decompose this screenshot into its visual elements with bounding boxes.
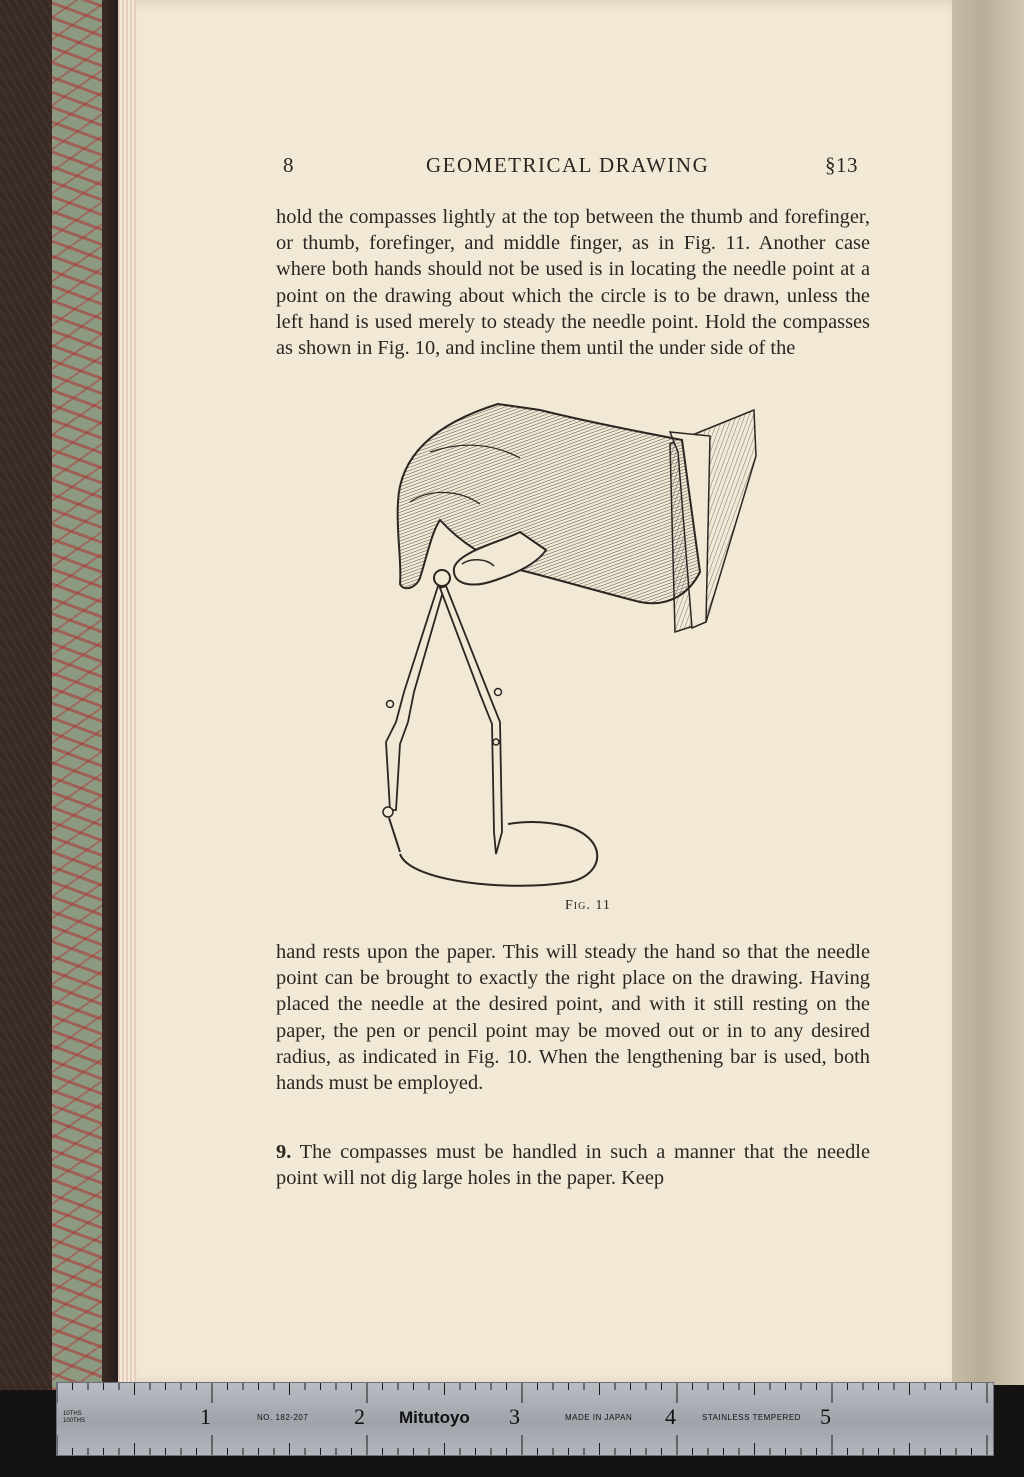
page-number: 8: [283, 153, 294, 177]
ruler-made-in: MADE IN JAPAN: [565, 1413, 633, 1422]
section-number: 9.: [276, 1141, 292, 1163]
facing-page-edge: [952, 0, 1024, 1385]
measuring-ruler: [56, 1382, 994, 1456]
figure-caption: Fig. 11: [565, 898, 611, 913]
hand-holding-compasses-illustration: [370, 392, 770, 902]
ruler-number-1: 1: [200, 1404, 211, 1429]
section-marker: §13: [825, 153, 858, 177]
ruler-number-5: 5: [820, 1404, 831, 1429]
ruler-brand-logo: Mitutoyo: [399, 1408, 470, 1427]
ruler-model: NO. 182-207: [257, 1413, 309, 1422]
ruler-scale-top: 10THS: [63, 1411, 82, 1417]
ruler-scale-bottom: 100THS: [63, 1418, 86, 1424]
paragraph-3-text: The compasses must be handled in such a manner that the needle point will not dig large holes in the paper. Keep: [276, 1141, 871, 1190]
book-binding: [0, 0, 130, 1390]
paragraph-2: hand rests upon the paper. This will steady the hand so that the needle point can be brought to exactly the right place on the drawing. Having placed the needle at the desired point, and with it still resting on the paper, the pen or pencil point may be moved out or in to any desired radius, as indicated in Fig. 10. When the lengthening bar is used, both hands must be employed.: [276, 941, 870, 1095]
ruler-number-3: 3: [509, 1404, 520, 1429]
ruler-material: STAINLESS TEMPERED: [702, 1413, 801, 1422]
paragraph-3: [276, 1139, 870, 1191]
binding-leather: [0, 0, 52, 1390]
paragraph-1: hold the compasses lightly at the top between the thumb and forefinger, or thumb, forefinger, and middle finger, as in Fig. 11. Another case where both hands should not be used is in locating the needle point at a point on the drawing about which the circle is to be drawn, unless the left hand is used merely to steady the needle point. Hold the compasses as shown in Fig. 10, and incline them until the under side of the: [276, 206, 870, 360]
binding-marbled-paper: [52, 0, 102, 1390]
page-stack-edge: [118, 0, 136, 1385]
ruler-number-2: 2: [354, 1404, 365, 1429]
ruler-ticks: [57, 1383, 993, 1455]
running-title: GEOMETRICAL DRAWING: [426, 153, 710, 177]
ruler-scale-label: [63, 1411, 85, 1425]
ruler-number-4: 4: [665, 1404, 676, 1429]
